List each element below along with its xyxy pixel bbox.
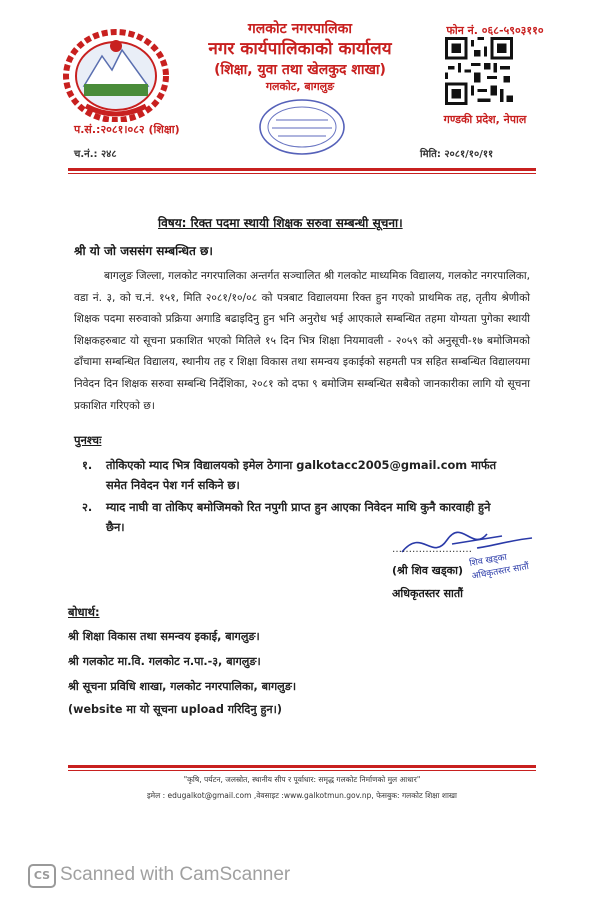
- postscript-item-text: तोकिएको म्याद भित्र विद्यालयको इमेल ठेगाना galkotacc2005@gmail.com मार्फत समेत निवेदन पेश गर्न सकिने छ।: [106, 458, 497, 492]
- body-paragraph: बागलुङ जिल्ला, गलकोट नगरपालिका अन्तर्गत सञ्चालित श्री गलकोट माध्यमिक विद्यालय, गलकोट नगरपालिका, वडा नं. ३, को च.नं. १५१, मिति २०८१/१०/०८ को पत्रबाट विद्यालयमा रिक्त हुन गएको प्राथमिक तह, तृतीय श्रेणीको शिक्षक पदमा सरुवाको प्रक्रिया अगाडि बढाइदिनु हुन भनि अनुरोध भई आएकाले सम्बन्धित तहमा योग्यता पुगेका स्थायी शिक्षकहरुबाट यो सूचना प्रकाशित भएको मितिले १५ दिन भित्र शिक्षा नियमावली - २०५९ को अनुसूची-१७ बमोजिमको ढाँचामा सम्बन्धित विद्यालय, स्थानीय तह र शिक्षा विकास तथा समन्वय इकाईको सहमती पत्र सहित सम्बन्धित विद्यालयमा निवेदन दिन शिक्षक सरुवा सम्बन्धि निर्देशिका, २०८१ को दफा ९ बमोजिम सम्बन्धित सबैको जानकारीका लागि यो सूचना प्रकाशित गरिएको छ।: [74, 270, 530, 412]
- section-name: (शिक्षा, युवा तथा खेलकुद शाखा): [214, 62, 386, 78]
- scanner-watermark: Scanned with CamScanner: [60, 864, 291, 885]
- salutation: श्री यो जो जससंग सम्बन्धित छ।: [74, 244, 213, 258]
- header-divider-thin: [68, 173, 536, 174]
- footer-motto: "कृषि, पर्यटन, जलस्रोत, स्थानीय सीप र पूर्वाधार: समृद्ध गलकोट निर्माणको मुल आधार": [183, 775, 421, 784]
- postscript-item: [82, 455, 506, 495]
- cc-item: श्री शिक्षा विकास तथा समन्वय इकाई, बागलुङ।: [68, 630, 260, 643]
- cc-item: श्री गलकोट मा.वि. गलकोट न.पा.-३, बागलुङ।: [68, 655, 261, 668]
- camscanner-logo-icon: CS: [28, 864, 56, 888]
- postscript-heading: पुनश्चः: [74, 433, 102, 447]
- nepal-emblem-icon: [62, 26, 170, 122]
- phone-number: फोन नं. ०६८-५९०३११०: [446, 24, 544, 37]
- footer-divider: [68, 765, 536, 768]
- cc-item: (website मा यो सूचना upload गरिदिनु हुन।): [68, 703, 282, 716]
- office-name: नगर कार्यपालिकाको कार्यालय: [208, 39, 392, 59]
- qr-code-icon: [445, 37, 513, 105]
- signer-name: (श्री शिव खड्का): [392, 564, 463, 577]
- footer-contact: इमेल : edugalkot@gmail.com ,वेवसाइट :www.galkotmun.gov.np, फेसबुक: गलकोट शिक्षा शाखा: [146, 791, 457, 800]
- province-name: गण्डकी प्रदेश, नेपाल: [443, 113, 527, 126]
- office-address: गलकोट, बागलुङ: [265, 80, 335, 93]
- postscript-item-text: म्याद नाघी वा तोकिए बमोजिमको रित नपुगी प्राप्त हुन आएका निवेदन माथि कुनै कारवाही हुने छैन।: [106, 500, 491, 534]
- letter-number: प.सं.:२०८१।०८२ (शिक्षा): [74, 123, 180, 136]
- municipality-name: गलकोट नगरपालिका: [247, 21, 353, 37]
- cc-heading: बोधार्थ:: [68, 605, 100, 619]
- postscript-item-number: १.: [82, 458, 93, 472]
- cc-item: श्री सूचना प्रविधि शाखा, गलकोट नगरपालिका, बागलुङ।: [68, 680, 297, 693]
- header-divider: [68, 168, 536, 171]
- subject-line: विषय: रिक्त पदमा स्थायी शिक्षक सरुवा सम्बन्धी सूचना।: [158, 216, 403, 230]
- signature-stamp-note: शिव खड्का अधिकृतस्तर सातौं: [468, 552, 530, 582]
- office-stamp-icon: [256, 96, 348, 158]
- footer-divider-thin: [68, 770, 536, 771]
- signer-title: अधिकृतस्तर सातौं: [392, 587, 464, 600]
- signature-dots: ……………………: [392, 544, 472, 555]
- letterhead: [170, 20, 430, 94]
- dispatch-number: च.नं.: २४८: [74, 149, 117, 160]
- postscript-item-number: २.: [82, 500, 93, 514]
- letter-date: मिति: २०८१/१०/११: [420, 149, 494, 160]
